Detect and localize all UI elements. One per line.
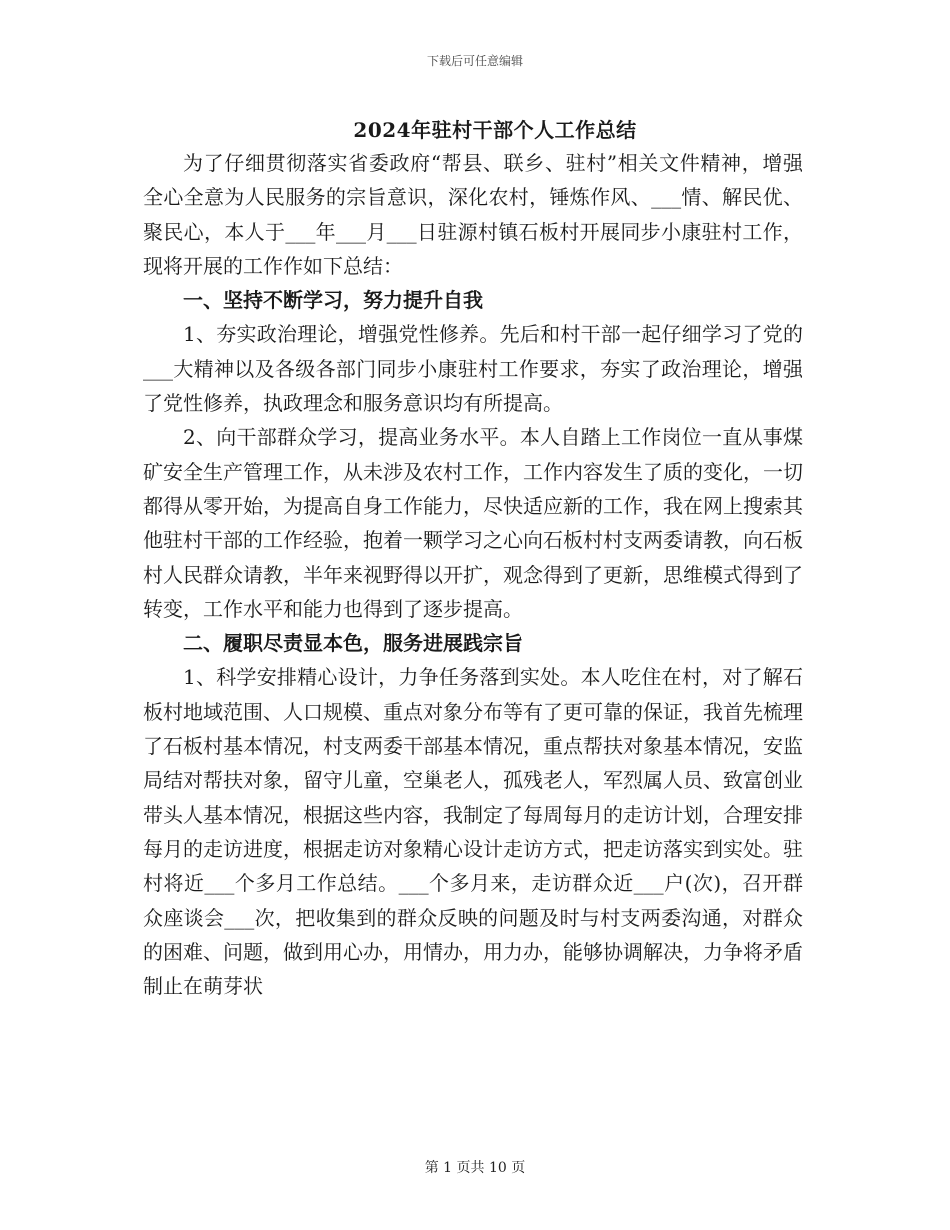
document-title: 2024年驻村干部个人工作总结	[353, 118, 637, 142]
section-heading-2: 二、履职尽责显本色，服务进展践宗旨	[183, 631, 523, 656]
page-footer: 第 1 页共 10 页	[424, 1160, 526, 1176]
document-body	[143, 146, 803, 1003]
paragraph-1-1: 1、夯实政治理论，增强党性修养。先后和村干部一起仔细学习了党的___大精神以及各级各部门同步小康驻村工作要求，夯实了政治理论，增强了党性修养，执政理念和服务意识均有所提高。	[143, 322, 803, 416]
paragraph-intro: 为了仔细贯彻落实省委政府“帮县、联乡、驻村”相关文件精神，增强全心全意为人民服务的宗旨意识，深化农村，锤炼作风、___情、解民优、聚民心，本人于___年___月___日驻源村镇石板村开展同步小康驻村工作，现将开展的工作作如下总结：	[143, 151, 803, 278]
paragraph-2-1: 1、科学安排精心设计，力争任务落到实处。本人吃住在村，对了解石板村地域范围、人口规模、重点对象分布等有了更可靠的保证，我首先梳理了石板村基本情况，村支两委干部基本情况，重点帮扶对象基本情况，安监局结对帮扶对象，留守儿童，空巢老人，孤残老人，军烈属人员、致富创业带头人基本情况，根据这些内容，我制定了每周每月的走访计划，合理安排每月的走访进度，根据走访对象精心设计走访方式，把走访落实到实处。驻村将近___个多月工作总结。___个多月来，走访群众近___户(次)，召开群众座谈会___次，把收集到的群众反映的问题及时与村支两委沟通，对群众的困难、问题，做到用心办，用情办，用力办，能够协调解决，力争将矛盾制止在萌芽状	[143, 665, 803, 999]
paragraph-1-2: 2、向干部群众学习，提高业务水平。本人自踏上工作岗位一直从事煤矿安全生产管理工作，从未涉及农村工作，工作内容发生了质的变化，一切都得从零开始，为提高自身工作能力，尽快适应新的工作，我在网上搜索其他驻村干部的工作经验，抱着一颗学习之心向石板村村支两委请教，向石板村人民群众请教，半年来视野得以开扩，观念得到了更新，思维模式得到了转变，工作水平和能力也得到了逐步提高。	[143, 425, 803, 621]
section-heading-1: 一、坚持不断学习，努力提升自我	[183, 288, 483, 313]
page-header: 下载后可任意编辑	[426, 54, 523, 68]
